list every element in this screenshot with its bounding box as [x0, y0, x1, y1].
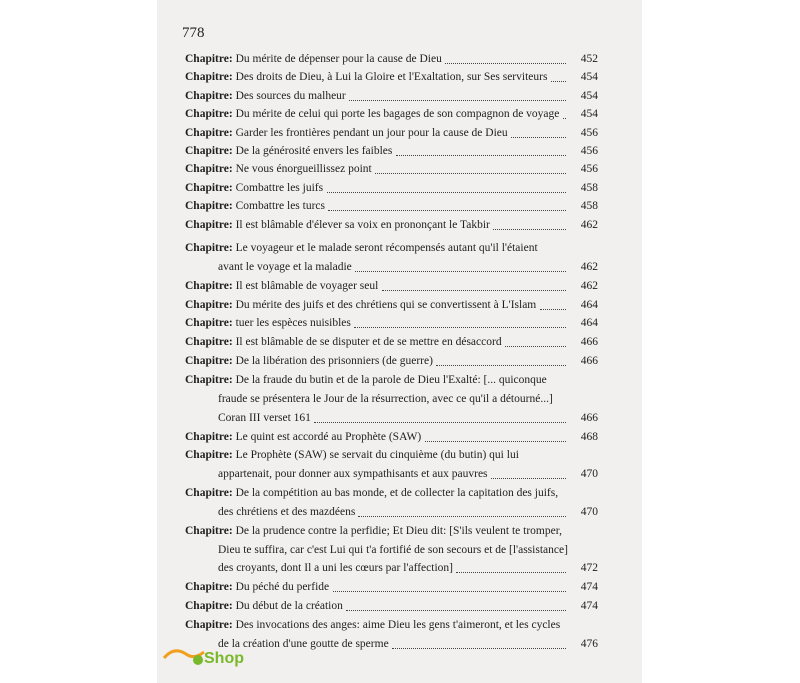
toc-entry: [185, 373, 598, 388]
toc-page-number: 472: [580, 562, 598, 575]
toc-entry-continuation: [218, 260, 598, 275]
toc-entry: [185, 52, 598, 67]
toc-page-number: 456: [580, 145, 598, 157]
dot-leader: [349, 100, 566, 101]
toc-entry-title: De la libération des prisonniers (de guerre): [235, 355, 433, 368]
dot-leader: [346, 610, 566, 611]
toc-entry-title: Ne vous énorgueillissez point: [235, 163, 372, 176]
toc-entry: [185, 241, 598, 256]
toc-entry-title: De la prudence contre la perfidie; Et Dieu dit: [S'ils veulent te tromper,: [235, 524, 562, 537]
dot-leader: [382, 290, 566, 291]
toc-entry: [185, 298, 598, 313]
chapter-label: Chapitre:: [185, 619, 233, 631]
dot-leader: [328, 210, 566, 211]
toc-entry-title: Du début de la création: [235, 600, 343, 613]
toc-entry-title: Des sources du malheur: [235, 89, 346, 102]
toc-entry-title: de la création d'une goutte de sperme: [218, 637, 389, 650]
toc-entry-title: appartenait, pour donner aux sympathisants et aux pauvres: [218, 468, 488, 481]
toc-entry-title: Du mérite de dépenser pour la cause de Dieu: [235, 53, 442, 65]
toc-entry: [185, 448, 598, 463]
toc-page-number: 458: [580, 181, 598, 194]
toc-entry-title: Le voyageur et le malade seront récompensés autant qu'il l'étaient: [235, 242, 538, 254]
toc-entry: [185, 70, 598, 85]
dot-leader: [493, 229, 566, 230]
toc-page-number: 458: [580, 200, 598, 213]
toc-entry: [185, 144, 598, 159]
toc-page-number: 454: [580, 108, 598, 121]
dot-leader: [505, 346, 566, 347]
toc-entry-continuation: [218, 467, 598, 482]
dot-leader: [551, 81, 566, 82]
toc-entry-title: Combattre les juifs: [235, 181, 324, 194]
toc-entry: [185, 162, 598, 177]
toc-entry-title: fraude se présentera le Jour de la résurrection, avec ce qu'il a détourné...]: [218, 392, 553, 405]
toc-page-number: 474: [580, 600, 598, 613]
toc-entry: [185, 218, 598, 233]
dot-leader: [511, 137, 566, 138]
toc-entry-title: tuer les espèces nuisibles: [235, 317, 351, 330]
toc-entry-title: Combattre les turcs: [235, 200, 326, 213]
toc-entry-title: des croyants, dont Il a uni les cœurs par l'affection]: [218, 562, 453, 575]
toc-entry-title: Coran III verset 161: [218, 411, 311, 424]
dot-leader: [355, 271, 566, 272]
chapter-label: Chapitre:: [185, 53, 233, 65]
toc-page-number: 468: [580, 430, 598, 443]
dot-leader: [327, 192, 566, 193]
dot-leader: [392, 648, 566, 649]
toc-entry-title: Garder les frontières pendant un jour pour la cause de Dieu: [235, 126, 508, 139]
dot-leader: [436, 365, 566, 366]
toc-page-number: 454: [580, 71, 598, 84]
chapter-label: Chapitre:: [185, 218, 233, 231]
chapter-label: Chapitre:: [185, 181, 233, 194]
toc-entry-title: Du péché du perfide: [235, 581, 330, 594]
toc-entry-title: avant le voyage et la maladie: [218, 260, 352, 273]
dot-leader: [354, 327, 566, 328]
dot-leader: [563, 118, 566, 119]
toc-entry: [185, 316, 598, 331]
toc-entry-title: De la fraude du butin et de la parole de Dieu l'Exalté: [... quiconque: [235, 373, 547, 386]
chapter-label: Chapitre:: [185, 89, 233, 102]
chapter-label: Chapitre:: [185, 600, 233, 613]
toc-entry: [185, 580, 598, 595]
toc-entry-title: Le quint est accordé au Prophète (SAW): [235, 430, 422, 443]
dot-leader: [314, 422, 566, 423]
toc-entry-continuation: [218, 637, 598, 652]
toc-entry-title: De la générosité envers les faibles: [235, 145, 393, 157]
toc-entry-title: Il est blâmable de se disputer et de se mettre en désaccord: [235, 336, 502, 349]
toc-entry-title: Du mérite des juifs et des chrétiens qui se convertissent à L'Islam: [235, 298, 537, 311]
chapter-label: Chapitre:: [185, 242, 233, 254]
toc-entry: [185, 107, 598, 122]
logo-text: Shop: [204, 650, 244, 667]
toc-entry-title: De la compétition au bas monde, et de collecter la capitation des juifs,: [235, 487, 559, 500]
dot-leader: [456, 572, 566, 573]
chapter-label: Chapitre:: [185, 145, 233, 157]
dot-leader: [333, 591, 566, 592]
dot-leader: [445, 63, 566, 64]
toc-page-number: 466: [580, 336, 598, 349]
toc-entry-title: Du mérite de celui qui porte les bagages de son compagnon de voyage: [235, 108, 560, 121]
chapter-label: Chapitre:: [185, 317, 233, 330]
dot-leader: [358, 516, 566, 517]
dot-leader: [396, 155, 566, 156]
toc-entry: [185, 486, 598, 501]
toc-entry: [185, 335, 598, 350]
toc-page-number: 474: [580, 581, 598, 594]
toc-entry: [185, 279, 598, 294]
toc-entry-title: Il est blâmable d'élever sa voix en prononçant le Takbir: [235, 218, 490, 231]
chapter-label: Chapitre:: [185, 71, 233, 84]
toc-page-number: 462: [580, 260, 598, 273]
chapter-label: Chapitre:: [185, 430, 233, 443]
toc-entry: [185, 89, 598, 104]
chapter-label: Chapitre:: [185, 108, 233, 121]
chapter-label: Chapitre:: [185, 298, 233, 311]
chapter-label: Chapitre:: [185, 355, 233, 368]
toc-entry-continuation: [218, 505, 598, 520]
dot-leader: [375, 173, 566, 174]
toc-page-number: 456: [580, 126, 598, 139]
chapter-label: Chapitre:: [185, 373, 233, 386]
toc-entry-continuation: [218, 561, 598, 576]
toc-page-number: 470: [580, 505, 598, 518]
toc-entry-title: Le Prophète (SAW) se servait du cinquième (du butin) qui lui: [235, 449, 519, 462]
dot-leader: [540, 309, 566, 310]
toc-page-number: 464: [580, 317, 598, 330]
toc-page-number: 464: [580, 298, 598, 311]
chapter-label: Chapitre:: [185, 163, 233, 176]
chapter-label: Chapitre:: [185, 279, 233, 292]
toc-entry-title: des chrétiens et des mazdéens: [218, 505, 356, 518]
toc-page-number: 476: [580, 637, 598, 650]
chapter-label: Chapitre:: [185, 200, 233, 213]
toc-page-number: 456: [580, 163, 598, 176]
dot-leader: [425, 441, 566, 442]
chapter-label: Chapitre:: [185, 581, 233, 594]
toc-page-number: 466: [580, 411, 598, 424]
toc-entry: [185, 181, 598, 196]
toc-entry-title: Il est blâmable de voyager seul: [235, 279, 379, 292]
toc-entry: [185, 354, 598, 369]
toc-entry-continuation: [218, 392, 598, 407]
chapter-label: Chapitre:: [185, 449, 233, 462]
toc-entry: [185, 430, 598, 445]
toc-entry: [185, 199, 598, 214]
toc-entry-continuation: [218, 411, 598, 426]
toc-page-number: 466: [580, 355, 598, 368]
toc-page-number: 454: [580, 89, 598, 102]
chapter-label: Chapitre:: [185, 126, 233, 139]
toc-entry-title: Dieu te suffira, car c'est Lui qui t'a fortifié de son secours et de [l'assistance]: [218, 543, 568, 556]
toc-entry: [185, 524, 598, 539]
toc-page-number: 470: [580, 468, 598, 481]
chapter-label: Chapitre:: [185, 524, 233, 537]
toc-entry-continuation: [218, 543, 598, 558]
chapter-label: Chapitre:: [185, 336, 233, 349]
toc-entry-title: Des droits de Dieu, à Lui la Gloire et l'Exaltation, sur Ses serviteurs: [235, 71, 548, 84]
toc-entry: [185, 618, 598, 633]
chapter-label: Chapitre:: [185, 487, 233, 500]
toc-entry: [185, 599, 598, 614]
toc-page-number: 462: [580, 279, 598, 292]
toc-page-number: 462: [580, 218, 598, 231]
toc-page-number: 452: [580, 53, 598, 65]
toc-entry-title: Des invocations des anges: aime Dieu les gens t'aimeront, et les cycles: [235, 619, 561, 631]
page-number: 778: [182, 25, 205, 41]
toc-entry: [185, 126, 598, 141]
dot-leader: [491, 478, 566, 479]
